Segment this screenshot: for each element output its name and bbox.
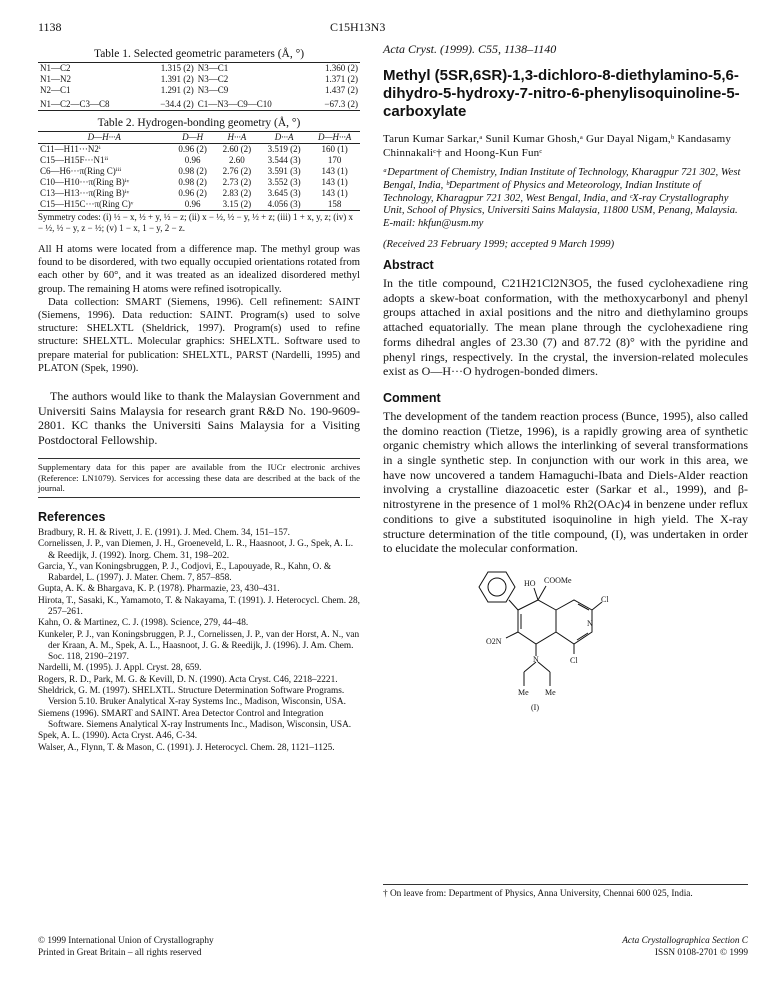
label-coome: COOMe bbox=[544, 575, 572, 585]
table2-cell: 170 bbox=[327, 155, 342, 165]
table1-cell: N3—C1 bbox=[197, 63, 229, 73]
received-date: (Received 23 February 1999; accepted 9 March 1999) bbox=[383, 238, 615, 250]
table2-cell: 3.15 (2) bbox=[222, 199, 252, 209]
table2-cell: 2.60 (2) bbox=[222, 144, 252, 154]
journal-line-2: ISSN 0108-2701 © 1999 bbox=[654, 947, 748, 958]
table1-cell: 1.360 (2) bbox=[325, 63, 358, 73]
table2-cell: 0.96 (2) bbox=[178, 188, 207, 198]
table1 bbox=[38, 62, 360, 111]
table2-cell: 3.591 (3) bbox=[267, 166, 301, 176]
table2-cell: 158 bbox=[327, 199, 342, 209]
table2-header-cell: D—H···A bbox=[309, 132, 360, 144]
table2-cell: 3.519 (2) bbox=[267, 144, 301, 154]
table2-cell: 3.645 (3) bbox=[267, 188, 301, 198]
right-column bbox=[383, 42, 748, 714]
table2-cell: 3.544 (3) bbox=[267, 155, 301, 165]
table1-cell: N1—N2 bbox=[40, 74, 71, 84]
table2-cell: 160 (1) bbox=[321, 144, 348, 154]
label-n2: N bbox=[533, 654, 539, 664]
table2-row bbox=[38, 177, 360, 188]
table1-row bbox=[38, 63, 360, 75]
table2-cell: 2.76 (2) bbox=[222, 166, 252, 176]
cyclohexadiene-ring bbox=[518, 600, 556, 644]
label-o2n: O2N bbox=[486, 636, 502, 646]
reference-list bbox=[38, 528, 360, 754]
reference-item: Cornelissen, J. P., van Diemen, J. H., Groeneveld, L. R., Haasnoot, J. G., Spek, A. L. & Reedijk, J. (1992). Inorg. Chem. 31, 198–202. bbox=[38, 539, 354, 561]
table2-cell: 143 (1) bbox=[321, 177, 348, 187]
reference-item: Kunkeler, P. J., van Koningsbruggen, P. J., Cornelissen, J. P., van der Horst, A. N., van der Kraan, A. M., Spek, A. L., Haasnoot, J. G. & Reedijk, J. (1996). J. Am. Chem. Soc. 118, 2190–2197. bbox=[38, 629, 360, 663]
table2-cell: 0.96 bbox=[184, 199, 201, 209]
reference-item: Gupta, A. K. & Bhargava, K. P. (1978). Pharmazie, 23, 430–431. bbox=[38, 584, 280, 595]
table1-cell: 1.291 (2) bbox=[160, 85, 194, 95]
copyright-block bbox=[38, 936, 214, 959]
table2-row bbox=[38, 188, 360, 199]
table2-cell: C15—H15F···N1ⁱⁱ bbox=[40, 155, 109, 165]
table1-cell: 1.391 (2) bbox=[160, 74, 194, 84]
article-title: Methyl (5SR,6SR)-1,3-dichloro-8-diethylamino-5,6-dihydro-5-hydroxy-7-nitro-6-phenylisoquinoline-5-carboxylate bbox=[383, 67, 740, 120]
page-number: 1138 bbox=[38, 20, 62, 34]
copyright-line-1: © 1999 International Union of Crystallography bbox=[38, 936, 214, 946]
journal-footer bbox=[560, 936, 748, 959]
abstract-heading: Abstract bbox=[383, 257, 434, 272]
reference-item: Walser, A., Flynn, T. & Mason, C. (1991). J. Heterocycl. Chem. 28, 1121–1125. bbox=[38, 742, 335, 753]
table1-cell: C1—N3—C9—C10 bbox=[197, 99, 272, 109]
table2-cell: 0.98 (2) bbox=[178, 166, 207, 176]
table2-header-cell: D···A bbox=[259, 132, 309, 144]
table2-cell: C10—H10···π(Ring B)ⁱᵛ bbox=[40, 177, 130, 187]
table2-row bbox=[38, 166, 360, 177]
table2 bbox=[38, 131, 360, 211]
bond-ethyl-2a bbox=[538, 662, 550, 672]
reference-item: Sheldrick, G. M. (1997). SHELXTL. Structure Determination Software Programs. Version 5.10. Bruker Analytical X-ray Systems Inc., Madison, Wisconsin, USA. bbox=[38, 686, 346, 708]
bond-ho bbox=[534, 588, 538, 600]
table2-cell: C11—H11···N2ⁱ bbox=[40, 144, 101, 154]
table1-cell: 1.371 (2) bbox=[325, 74, 358, 84]
table2-cell: 2.83 (2) bbox=[222, 188, 252, 198]
bond-coome bbox=[538, 586, 546, 600]
reference-item: Garcia, Y., van Koningsbruggen, P. J., Codjovi, E., Lapouyade, R., Kahn, O. & Rabardel, L. (1997). J. Mater. Chem. 7, 857–858. bbox=[38, 561, 332, 584]
table1-cell: −34.4 (2) bbox=[160, 99, 194, 109]
table2-caption: Table 2. Hydrogen-bonding geometry (Å, °) bbox=[97, 117, 301, 129]
table2-cell: 2.73 (2) bbox=[222, 177, 252, 187]
supplementary-note: Supplementary data for this paper are available from the IUCr electronic archives (Reference: LN1079). Services for accessing these data are described at the back of the journal. bbox=[38, 458, 360, 498]
copyright-line-2: Printed in Great Britain – all rights reserved bbox=[38, 947, 202, 958]
table2-cell: C13—H13···π(Ring B)ⁱᵛ bbox=[40, 188, 130, 198]
comment-text: The development of the tandem reaction process (Bunce, 1995), also called the domino reaction (Tietze, 1996), is a rapidly growing area of synthetic organic chemistry which allows the interlinking of several transformations in a single synthetic step. In conjunction with our work in this area, we have now uncovered a tandem Hamaguchi-Ibata and Diels-Alder reaction involving a crystalline diazoacetic ester (Sarkar et al., 1999), and β-nitrostyrene in the presence of 1 mol% Rh2(OAc)4 in benzene under reflux conditions to give a substituted isoquinoline in high yield. The X-ray structure determination of the title compound, (I), was undertaken in order to elucidate the molecular conformation. bbox=[383, 408, 748, 556]
table2-cell: C6—H6···π(Ring C)ⁱⁱⁱ bbox=[40, 166, 122, 176]
label-cl1: Cl bbox=[601, 594, 609, 604]
table1-cell: −67.3 (2) bbox=[324, 99, 358, 109]
citation: Acta Cryst. (1999). C55, 1138–1140 bbox=[383, 42, 557, 56]
symmetry-codes: Symmetry codes: (i) ½ − x, ½ + y, ½ − z; (ii) x − ½, ½ − y, ½ + z; (iii) 1 + x, y, z; (iv) x − ½, ½ − y, z − ½; (v) 1 − x, 1 − y, 2 − z. bbox=[38, 212, 353, 233]
table2-cell: C15—H15C···π(Ring C)ᵛ bbox=[40, 199, 134, 209]
table1-cell: N3—C9 bbox=[197, 85, 229, 95]
reference-item: Nardelli, M. (1995). J. Appl. Cryst. 28, 659. bbox=[38, 663, 202, 674]
table1-cell: N1—C2 bbox=[40, 63, 71, 73]
label-n: N bbox=[587, 618, 593, 628]
table2-row bbox=[38, 199, 360, 211]
table2-cell: 143 (1) bbox=[321, 166, 348, 176]
table1-caption: Table 1. Selected geometric parameters (Å, °) bbox=[93, 48, 305, 60]
running-title: C15H13N3 bbox=[330, 20, 386, 34]
reference-item: Bradbury, R. H. & Rivett, J. E. (1991). J. Med. Chem. 34, 151–157. bbox=[38, 527, 290, 538]
table1-cell: 1.437 (2) bbox=[325, 85, 358, 95]
left-column bbox=[38, 42, 360, 754]
paragraph-h-atoms: All H atoms were located from a difference map. The methyl group was found to be disordered, with two equally occupied orientations rotated from each other by 60°, and it was treated as an idealized disordered methyl group. The remaining H atoms were refined isotropically. bbox=[38, 244, 360, 295]
paragraph-software: Data collection: SMART (Siemens, 1996). Cell refinement: SAINT (Siemens, 1996). Data reduction: SAINT. Program(s) used to solve structure: SHELXTL (Sheldrick, 1997). Program(s) used to refine structure: SHELXTL. Molecular graphics: SHELXTL. Software used to prepare material for publication: SHELXTL, PARST (Nardelli, 1995) and PLATON (Spek, 1990). bbox=[38, 296, 360, 374]
journal-line-1: Acta Crystallographica Section C bbox=[622, 936, 748, 946]
table2-cell: 2.60 bbox=[228, 155, 245, 165]
table2-cell: 3.552 (3) bbox=[267, 177, 301, 187]
table2-row bbox=[38, 144, 360, 156]
reference-item: Spek, A. L. (1990). Acta Cryst. A46, C-34. bbox=[38, 731, 198, 742]
reference-item: Rogers, R. D., Park, M. G. & Kevill, D. N. (1990). Acta Cryst. C46, 2218–2221. bbox=[38, 674, 338, 685]
double-bond-2 bbox=[577, 633, 588, 640]
label-cl2: Cl bbox=[570, 655, 578, 665]
label-me2: Me bbox=[545, 687, 556, 697]
table1-row bbox=[38, 74, 360, 85]
references-heading: References bbox=[38, 509, 106, 524]
bond-no2 bbox=[506, 632, 518, 638]
table1-cell: N2—C1 bbox=[40, 85, 71, 95]
comment-heading: Comment bbox=[383, 390, 441, 405]
table2-cell: 0.98 (2) bbox=[178, 177, 207, 187]
table2-cell: 143 (1) bbox=[321, 188, 348, 198]
label-compound: (I) bbox=[531, 702, 539, 712]
bond-phenyl bbox=[509, 600, 518, 610]
table1-cell: N1—C2—C3—C8 bbox=[40, 99, 110, 109]
table1-row bbox=[38, 85, 360, 96]
table1-row bbox=[38, 96, 360, 111]
table2-row bbox=[38, 155, 360, 166]
footnote: † On leave from: Department of Physics, Anna University, Chennai 600 025, India. bbox=[383, 884, 748, 901]
reference-item: Kahn, O. & Martinez, C. J. (1998). Science, 279, 44–48. bbox=[38, 618, 249, 629]
abstract-text: In the title compound, C21H21Cl2N3O5, the fused cyclohexadiene ring adopts a skew-boat conformation, with the methoxycarbonyl and phenyl groups attached in axial positions and the nitro and diethylamino groups attached equatorially. The mean plane through the cyclohexadiene ring forms dihedral angles of 23.30 (7) and 87.72 (8)° with the pyridine and phenyl rings, respectively. In the crystal, the inversion-related molecules exist as O—H···O hydrogen-bonded dimers. bbox=[383, 275, 748, 379]
table2-header-cell: D—H···A bbox=[38, 132, 171, 144]
acknowledgement: The authors would like to thank the Malaysian Government and Universiti Sains Malaysia for research grant R&D No. 190-9609-2801. KC thanks the Universiti Sains Malaysia for a Visiting Postdoctoral Fellowship. bbox=[38, 389, 360, 447]
label-me1: Me bbox=[518, 687, 529, 697]
table1-cell: N3—C2 bbox=[197, 74, 229, 84]
affiliation: ᵃDepartment of Chemistry, Indian Institute of Technology, Kharagpur 721 302, West Bengal, India, ᵇDepartment of Physics and Meteorology, Indian Institute of Technology, Kharagpur 721 302, West Bengal, India, and ᶜX-ray Crystallography Unit, School of Physics, Universiti Sains Malaysia, 11800 USM, Penang, Malaysia. E-mail: hkfun@usm.my bbox=[383, 167, 741, 230]
reference-item: Siemens (1996). SMART and SAINT. Area Detector Control and Integration Software. Siemens Analytical X-ray Instruments Inc., Madison, Wisconsin, USA. bbox=[38, 708, 352, 730]
table2-cell: 0.96 (2) bbox=[178, 144, 207, 154]
table2-header-cell: H···A bbox=[215, 132, 259, 144]
reference-item: Hirota, T., Sasaki, K., Yamamoto, T. & Nakayama, T. (1991). J. Heterocycl. Chem. 28, 257–261. bbox=[38, 595, 360, 617]
phenyl-aromatic-circle bbox=[488, 578, 506, 596]
authors: Tarun Kumar Sarkar,ᵃ Sunil Kumar Ghosh,ᵃ Gur Dayal Nigam,ᵇ Kandasamy Chinnakaliᶜ† and Hoong-Kun Funᶜ bbox=[383, 133, 732, 159]
chemical-structure-scheme bbox=[468, 564, 628, 714]
table2-cell: 4.056 (3) bbox=[267, 199, 301, 209]
table1-cell: 1.315 (2) bbox=[160, 63, 194, 73]
table2-header-cell: D—H bbox=[171, 132, 215, 144]
table2-cell: 0.96 bbox=[184, 155, 201, 165]
label-ho: HO bbox=[524, 578, 536, 588]
phenyl-ring bbox=[479, 572, 515, 602]
